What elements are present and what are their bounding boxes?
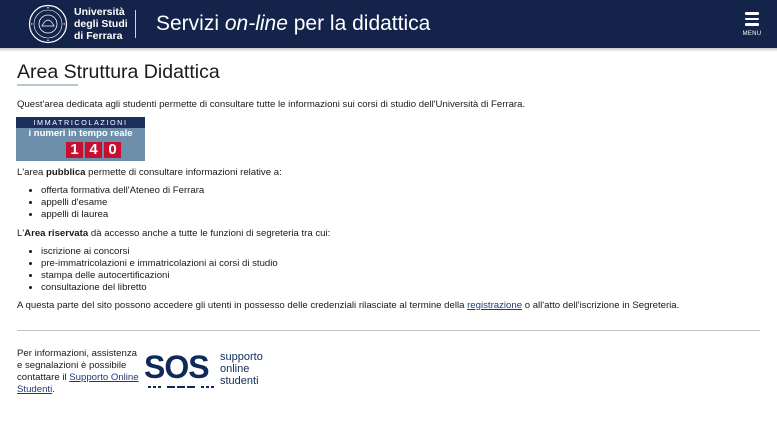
page-title: Area Struttura Didattica [17,61,220,83]
public-area-text [17,167,282,179]
header-divider [135,10,136,38]
header-shadow [0,48,777,52]
list-item: • consultazione del libretto [41,282,278,294]
site-title-part1: Servizi [156,12,225,35]
support-info-text [17,348,142,396]
university-name-line1: Università [74,6,125,18]
public-area-list [17,185,204,221]
list-item: • pre-immatricolazioni e immatricolazioni ai corsi di studio [41,258,278,270]
sos-word: supporto [220,351,263,363]
site-title-italic: on-line [224,12,288,35]
menu-label: MENU [742,31,762,37]
counter-digit: 1 [66,142,83,158]
university-name-line3: di Ferrara [74,30,123,42]
list-item: • offerta formativa dell'Ateneo di Ferrara [41,185,204,197]
support-text-after: . [52,384,55,395]
reserved-area-list [17,246,278,294]
university-name-line2: degli Studi [74,18,128,30]
title-underline [17,84,78,86]
counter-digit: 0 [104,142,121,158]
list-item: • appelli di laurea [41,209,204,221]
banner-subheading: i numeri in tempo reale [28,128,133,139]
support-text-before: Per informazioni, assistenza e segnalazioni è possibile contattare il [17,348,137,383]
support-online-link[interactable]: Supporto Online Studenti [17,372,139,395]
enrollment-counter [66,142,121,158]
university-seal-icon[interactable] [28,4,68,44]
access-text-after: o all'atto dell'iscrizione in Segreteria. [522,300,680,311]
sos-morse-icon [148,386,214,388]
banner-heading: IMMATRICOLAZIONI [16,117,145,128]
counter-digit: 4 [85,142,102,158]
list-item: • iscrizione ai concorsi [41,246,278,258]
sos-word: studenti [220,375,259,387]
public-text-after: permette di consultare informazioni relative a: [85,167,282,178]
university-name[interactable] [74,6,128,42]
access-text-before: A questa parte del sito possono accedere gli utenti in possesso delle credenziali rilasciate al termine della [17,300,468,311]
access-text [17,300,679,312]
menu-button[interactable] [738,8,766,42]
sos-support-logo[interactable] [144,350,272,392]
enrollment-banner[interactable] [16,117,145,161]
list-item: • appelli d'esame [41,197,204,209]
site-title[interactable] [156,11,430,37]
top-header [0,0,777,48]
intro-text: Quest'area dedicata agli studenti permette di consultare tutte le informazioni sui corsi di studio dell'Università di Ferrara. [17,99,526,110]
sos-word: online [220,363,250,375]
sos-logo-text [220,351,263,387]
public-bold: pubblica [46,167,86,178]
reserved-area-text [17,228,330,240]
sos-logo-letters: SOS [144,349,209,385]
reserved-text-after: dà accesso anche a tutte le funzioni di segreteria tra cui: [88,228,331,239]
section-divider [17,330,760,331]
hamburger-icon [745,12,759,15]
public-text-before: L'area [17,167,47,178]
site-title-part2: per la didattica [287,12,431,35]
registration-link[interactable]: registrazione [467,300,523,311]
reserved-bold: Area riservata [24,228,89,239]
hamburger-icon-bar [745,23,759,26]
list-item: • stampa delle autocertificazioni [41,270,278,282]
hamburger-icon-bar [745,18,759,21]
reserved-text-before: L' [17,228,25,239]
